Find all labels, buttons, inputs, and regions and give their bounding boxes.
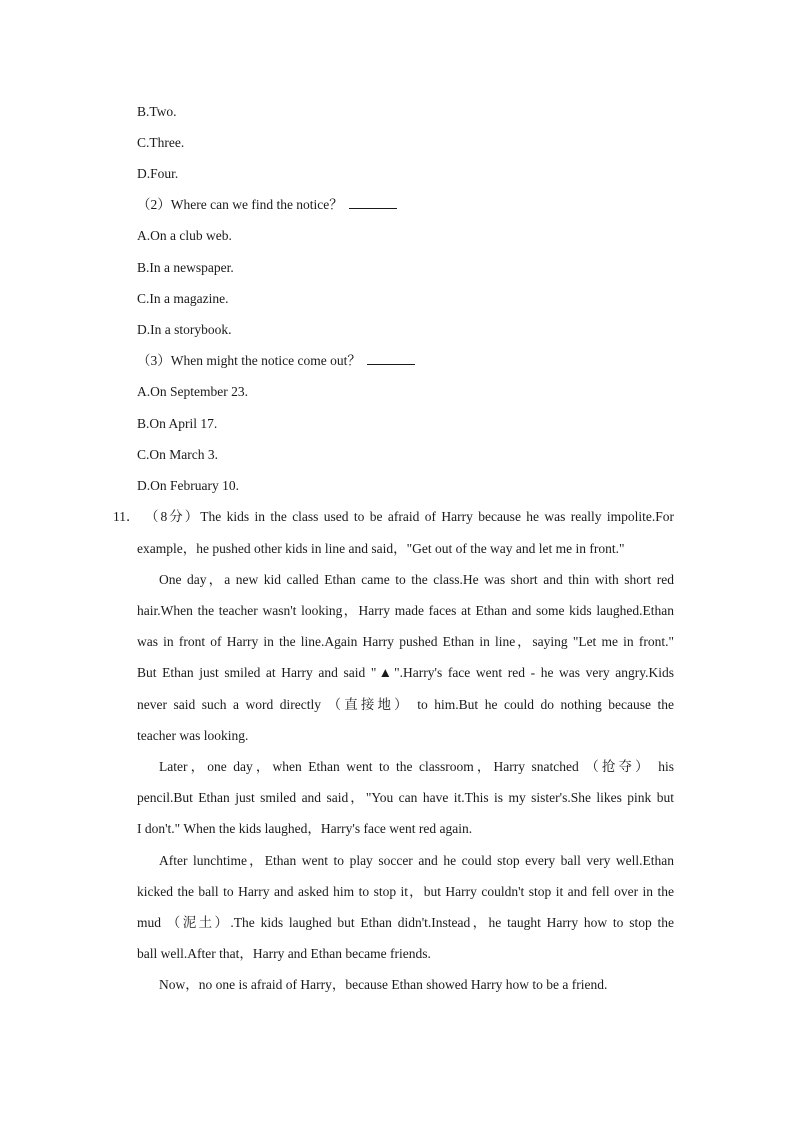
q10-2-prompt bbox=[137, 195, 397, 215]
q10-1-option-d: D.Four. bbox=[137, 166, 179, 181]
passage-line: kicked the ball to Harry and asked him to stop it，but Harry couldn't stop it and fell over in the bbox=[137, 884, 674, 899]
passage-line: hair.When the teacher wasn't looking，Harry made faces at Ethan and some kids laughed.Ethan bbox=[137, 603, 674, 618]
passage-line: mud （泥土）.The kids laughed but Ethan didn't.Instead，he taught Harry how to stop the bbox=[137, 915, 674, 930]
answer-blank bbox=[349, 195, 397, 209]
passage-line: example，he pushed other kids in line and said，"Get out of the way and let me in front." bbox=[137, 541, 625, 556]
passage-line: （8分）The kids in the class used to be afraid of Harry because he was really impolite.For bbox=[145, 509, 674, 524]
q11-number: 11． bbox=[113, 509, 140, 524]
passage-line: was in front of Harry in the line.Again Harry pushed Ethan in line，saying "Let me in front." bbox=[137, 634, 674, 649]
q10-3-option-d: D.On February 10. bbox=[137, 478, 239, 493]
passage-line: ball well.After that，Harry and Ethan became friends. bbox=[137, 946, 431, 961]
q10-1-option-c: C.Three. bbox=[137, 135, 185, 150]
q10-3-option-b: B.On April 17. bbox=[137, 416, 218, 431]
q10-3-option-c: C.On March 3. bbox=[137, 447, 218, 462]
q10-2-option-a: A.On a club web. bbox=[137, 228, 232, 243]
q10-3-prompt-text: （3）When might the notice come out？ bbox=[137, 353, 361, 368]
passage-line: pencil.But Ethan just smiled and said，"You can have it.This is my sister's.She likes pink but bbox=[137, 790, 674, 805]
q10-1-option-b: B.Two. bbox=[137, 104, 177, 119]
passage-line: I don't." When the kids laughed，Harry's face went red again. bbox=[137, 821, 473, 836]
passage-line: After lunchtime，Ethan went to play soccer and he could stop every ball very well.Ethan bbox=[159, 853, 674, 868]
passage-line: Later，one day，when Ethan went to the classroom，Harry snatched （抢夺） his bbox=[159, 759, 674, 774]
q10-2-option-b: B.In a newspaper. bbox=[137, 260, 234, 275]
passage-line: teacher was looking. bbox=[137, 728, 249, 743]
passage-line: Now，no one is afraid of Harry，because Ethan showed Harry how to be a friend. bbox=[159, 977, 608, 992]
passage-line: But Ethan just smiled at Harry and said "▲".Harry's face went red - he was very angry.Kids bbox=[137, 665, 674, 680]
answer-blank bbox=[367, 351, 415, 365]
q10-2-option-c: C.In a magazine. bbox=[137, 291, 229, 306]
passage-line: never said such a word directly （直接地） to him.But he could do nothing because the bbox=[137, 697, 674, 712]
passage-line: One day，a new kid called Ethan came to the class.He was short and thin with short red bbox=[159, 572, 674, 587]
q10-2-prompt-text: （2）Where can we find the notice？ bbox=[137, 197, 343, 212]
q10-2-option-d: D.In a storybook. bbox=[137, 322, 232, 337]
q10-3-prompt bbox=[137, 351, 415, 371]
q10-3-option-a: A.On September 23. bbox=[137, 384, 248, 399]
